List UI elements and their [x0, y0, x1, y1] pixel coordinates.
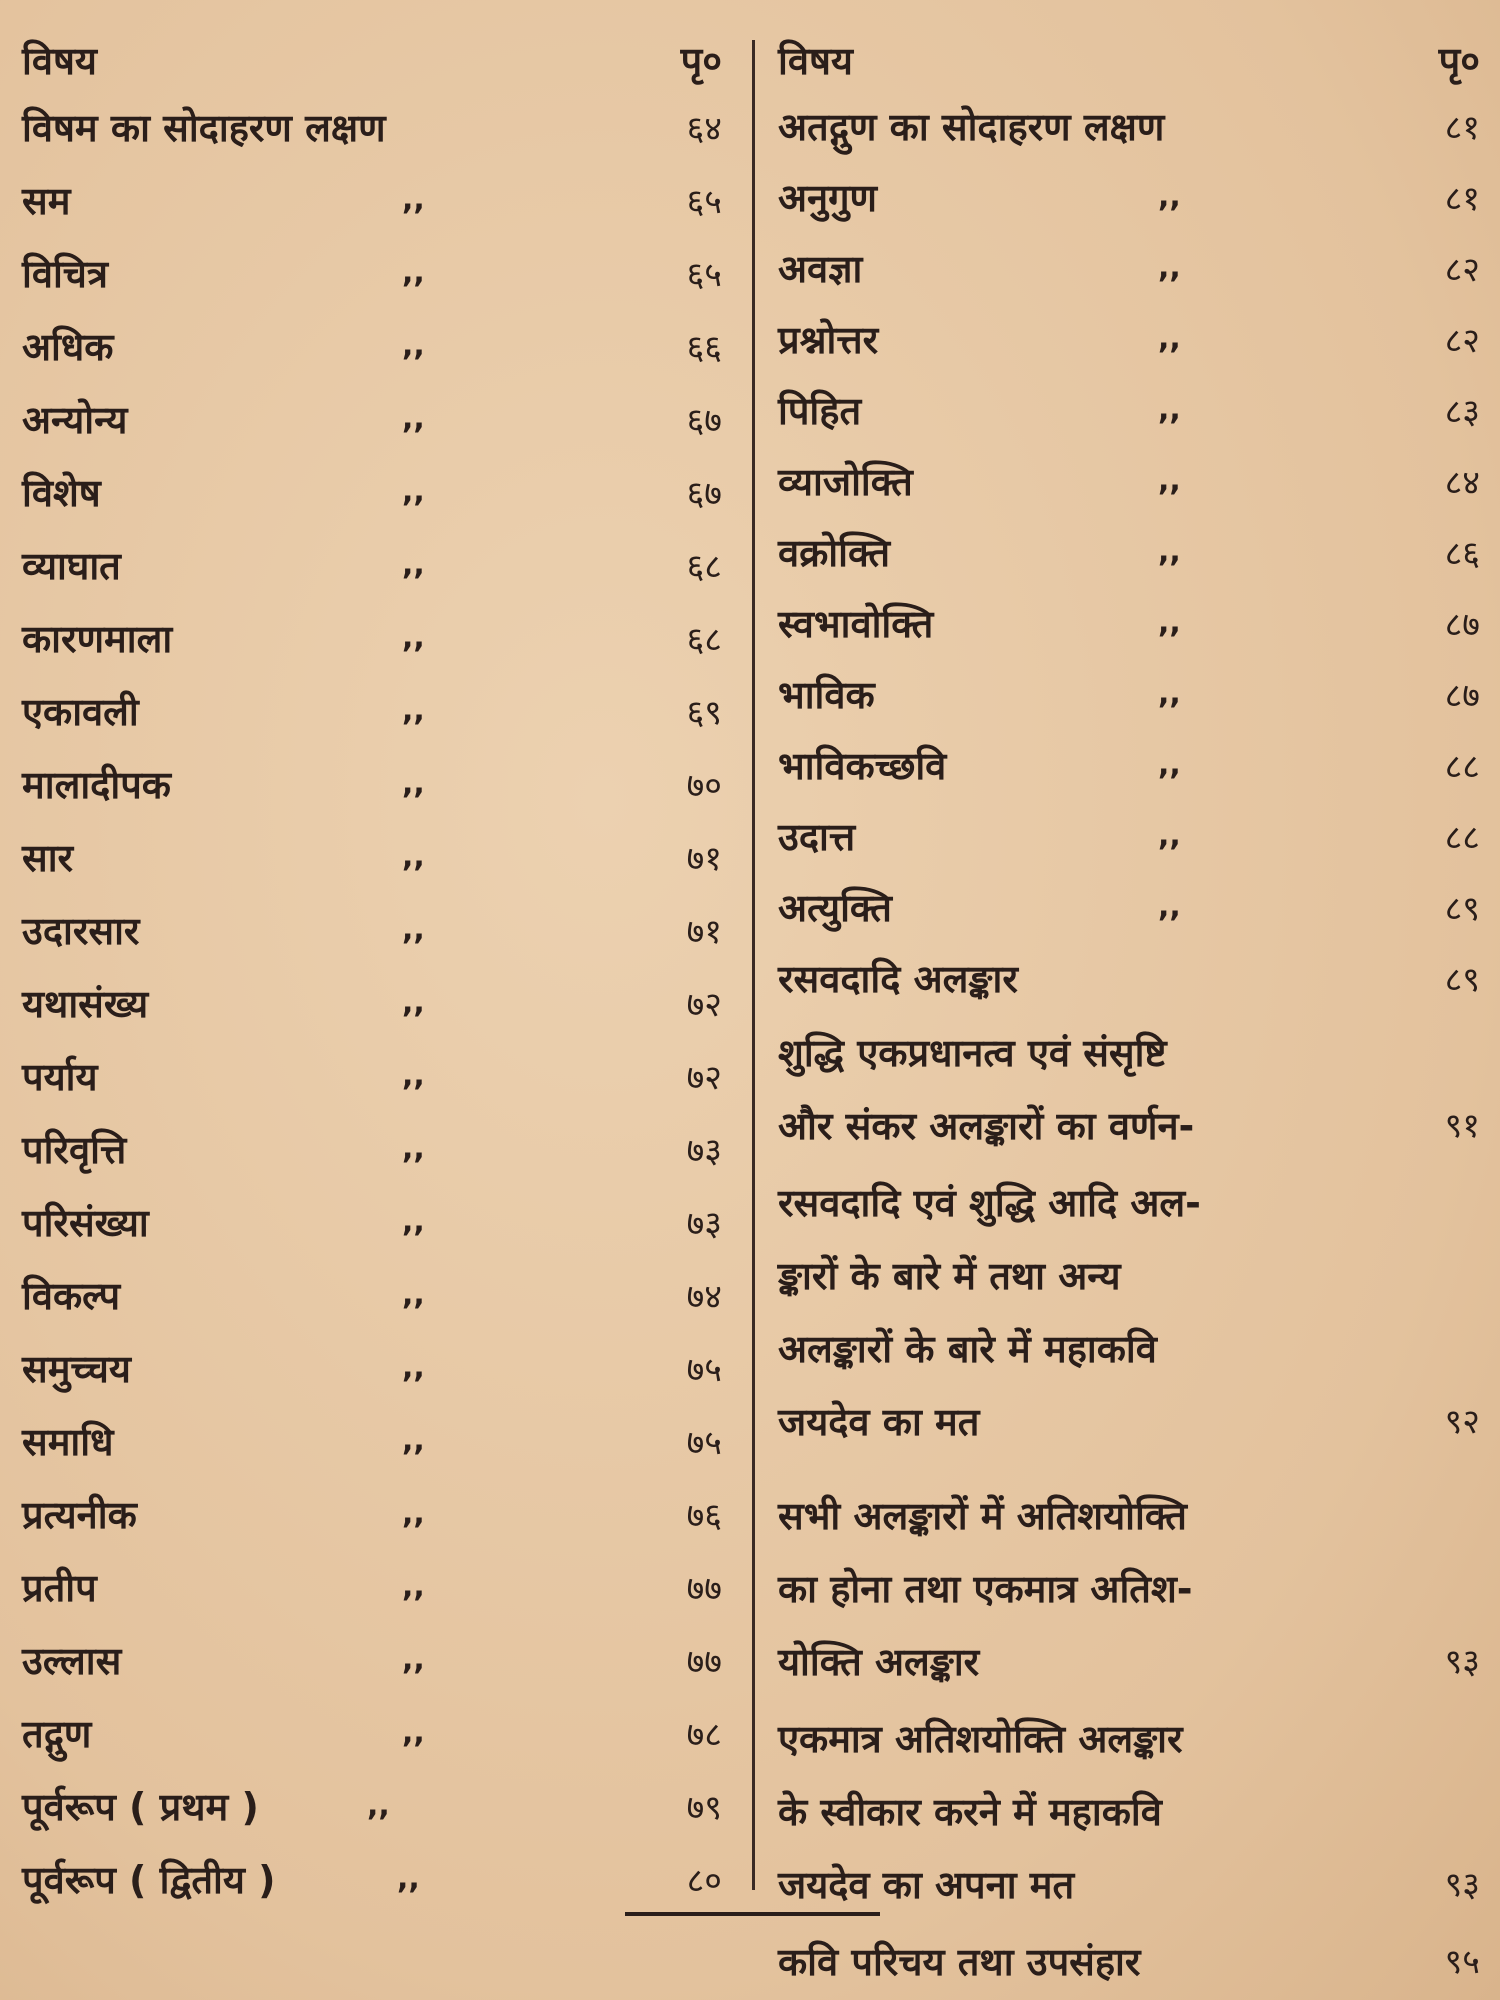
paragraph-line: जयदेव का मत — [778, 1400, 980, 1444]
paragraph-line: योक्ति अलङ्कार — [778, 1640, 980, 1684]
index-entry — [22, 1769, 730, 1842]
paragraph-page: ९१ — [1444, 1106, 1480, 1146]
ditto-mark: ,, — [1158, 321, 1181, 356]
ditto-mark: ,, — [402, 1642, 425, 1677]
entry-title: अधिक — [22, 324, 114, 369]
entry-page: ७३ — [686, 1203, 722, 1244]
ditto-mark: ,, — [1158, 250, 1181, 285]
ditto-mark: ,, — [367, 1788, 390, 1823]
ditto-mark: ,, — [402, 1277, 425, 1312]
entry-title: पिहित — [778, 388, 862, 433]
index-paragraph — [778, 1926, 1488, 1999]
index-entry — [778, 374, 1488, 445]
entry-page: ७३ — [686, 1130, 722, 1171]
entry-title: उदारसार — [22, 908, 140, 953]
paragraph-page: ९५ — [1444, 1942, 1480, 1982]
ditto-mark: ,, — [402, 912, 425, 947]
entry-title: अन्योन्य — [22, 397, 128, 442]
ditto-mark: ,, — [402, 1423, 425, 1458]
index-paragraph — [778, 1703, 1488, 1922]
paragraph-line: एकमात्र अतिशयोक्ति अलङ्कार — [778, 1717, 1183, 1761]
entry-page: ७२ — [686, 1057, 722, 1098]
entry-page: ८४ — [1444, 462, 1480, 503]
index-entry — [778, 516, 1488, 587]
entry-page: ८९ — [1444, 888, 1480, 929]
entry-title: स्वभावोक्ति — [778, 601, 934, 646]
entry-page: ७६ — [686, 1495, 722, 1536]
left-entries — [22, 90, 730, 1915]
index-entry — [22, 1039, 730, 1112]
index-paragraph — [778, 1480, 1488, 1699]
entry-page: ८२ — [1444, 249, 1480, 290]
entry-page: ६५ — [686, 254, 722, 295]
entry-title: अतद्गुण का सोदाहरण लक्षण — [778, 104, 1165, 149]
entry-title: परिवृत्ति — [22, 1127, 127, 1172]
index-entry — [778, 445, 1488, 516]
index-entry — [22, 236, 730, 309]
index-entry — [778, 729, 1488, 800]
entry-title: एकावली — [22, 689, 139, 734]
entry-title: विकल्प — [22, 1273, 121, 1318]
left-header — [22, 30, 730, 90]
index-entry — [22, 820, 730, 893]
paragraph-line: जयदेव का अपना मत — [778, 1863, 1075, 1907]
right-entries — [778, 90, 1488, 1013]
column-divider — [752, 40, 755, 1890]
entry-title: प्रतीप — [22, 1565, 97, 1610]
entry-title: पर्याय — [22, 1054, 98, 1099]
entry-page: ८८ — [1444, 817, 1480, 858]
entry-title: सम — [22, 178, 71, 223]
index-paragraph — [778, 1167, 1488, 1459]
ditto-mark: ,, — [402, 1350, 425, 1385]
entry-title: व्याजोक्ति — [778, 459, 913, 504]
index-entry — [778, 161, 1488, 232]
entry-title: तद्गुण — [22, 1711, 92, 1756]
paragraph-text — [778, 1480, 1363, 1699]
paragraph-text — [778, 1703, 1363, 1922]
paragraph-line: के स्वीकार करने में महाकवि — [778, 1790, 1162, 1834]
entry-page: ७१ — [686, 911, 722, 952]
entry-title: परिसंख्या — [22, 1200, 149, 1245]
index-entry — [22, 1404, 730, 1477]
entry-title: रसवदादि अलङ्कार — [778, 956, 1018, 1001]
index-entry — [22, 893, 730, 966]
entry-page: ६८ — [686, 546, 722, 587]
entry-page: ६७ — [686, 400, 722, 441]
index-entry — [778, 232, 1488, 303]
left-column — [22, 30, 730, 1915]
subject-heading: विषय — [778, 39, 853, 83]
index-entry — [778, 942, 1488, 1013]
entry-page: ७४ — [686, 1276, 722, 1317]
entry-page: ८७ — [1444, 604, 1480, 645]
entry-title: भाविक — [778, 672, 875, 717]
entry-title: पूर्वरूप ( प्रथम ) — [22, 1784, 259, 1829]
entry-title: उदात्त — [778, 814, 856, 859]
entry-page: ६४ — [686, 108, 722, 149]
paragraph-line: अलङ्कारों के बारे में महाकवि — [778, 1327, 1157, 1371]
index-entry — [22, 1550, 730, 1623]
entry-page: ७७ — [686, 1568, 722, 1609]
index-entry — [22, 309, 730, 382]
entry-title: विशेष — [22, 470, 101, 515]
entry-page: ७२ — [686, 984, 722, 1025]
page-heading: पृ० — [680, 39, 722, 83]
ditto-mark: ,, — [402, 401, 425, 436]
entry-title: समुच्चय — [22, 1346, 131, 1391]
ditto-mark: ,, — [1158, 463, 1181, 498]
ditto-mark: ,, — [402, 1131, 425, 1166]
index-paragraph — [778, 1017, 1488, 1163]
index-entry — [22, 90, 730, 163]
entry-title: अत्युक्ति — [778, 885, 892, 930]
ditto-mark: ,, — [1158, 889, 1181, 924]
subject-heading: विषय — [22, 39, 97, 83]
index-entry — [778, 303, 1488, 374]
entry-title: कारणमाला — [22, 616, 173, 661]
index-entry — [22, 163, 730, 236]
index-entry — [22, 1477, 730, 1550]
index-entry — [778, 871, 1488, 942]
index-entry — [22, 1112, 730, 1185]
index-entry — [778, 800, 1488, 871]
ditto-mark: ,, — [1158, 392, 1181, 427]
index-entry — [778, 90, 1488, 161]
page-heading: पृ० — [1438, 39, 1480, 83]
index-entry — [22, 1623, 730, 1696]
index-entry — [22, 1842, 730, 1915]
entry-page: ६५ — [686, 181, 722, 222]
entry-page: ८७ — [1444, 675, 1480, 716]
index-entry — [22, 1185, 730, 1258]
ditto-mark: ,, — [402, 255, 425, 290]
right-column — [778, 30, 1488, 1999]
paragraph-page: ९३ — [1444, 1865, 1480, 1905]
ditto-mark: ,, — [402, 182, 425, 217]
paragraph-line: कवि परिचय तथा उपसंहार — [778, 1940, 1141, 1984]
ditto-mark: ,, — [402, 693, 425, 728]
ditto-mark: ,, — [402, 1058, 425, 1093]
entry-title: यथासंख्य — [22, 981, 149, 1026]
entry-title: भाविकच्छवि — [778, 743, 947, 788]
entry-page: ६७ — [686, 473, 722, 514]
index-entry — [22, 1258, 730, 1331]
entry-title: अनुगुण — [778, 175, 877, 220]
entry-page: ७१ — [686, 838, 722, 879]
entry-title: व्याघात — [22, 543, 121, 588]
paragraph-line: का होना तथा एकमात्र अतिश- — [778, 1567, 1193, 1611]
entry-page: ६६ — [686, 327, 722, 368]
ditto-mark: ,, — [1158, 676, 1181, 711]
ditto-mark: ,, — [1158, 179, 1181, 214]
ditto-mark: ,, — [402, 1715, 425, 1750]
entry-page: ८६ — [1444, 533, 1480, 574]
ditto-mark: ,, — [1158, 747, 1181, 782]
ditto-mark: ,, — [402, 474, 425, 509]
paragraph-line: सभी अलङ्कारों में अतिशयोक्ति — [778, 1494, 1187, 1538]
entry-page: ८२ — [1444, 320, 1480, 361]
entry-page: ८८ — [1444, 746, 1480, 787]
paragraph-text — [778, 1167, 1363, 1459]
ditto-mark: ,, — [1158, 534, 1181, 569]
entry-page: ७० — [686, 765, 722, 806]
ditto-mark: ,, — [402, 1496, 425, 1531]
entry-title: प्रश्नोत्तर — [778, 317, 879, 362]
entry-page: ७५ — [686, 1422, 722, 1463]
index-entry — [22, 601, 730, 674]
ditto-mark: ,, — [402, 985, 425, 1020]
ditto-mark: ,, — [1158, 605, 1181, 640]
ditto-mark: ,, — [402, 1204, 425, 1239]
entry-title: मालादीपक — [22, 762, 171, 807]
ditto-mark: ,, — [402, 620, 425, 655]
ditto-mark: ,, — [402, 547, 425, 582]
entry-page: ६८ — [686, 619, 722, 660]
entry-title: वक्रोक्ति — [778, 530, 891, 575]
paragraph-line: और संकर अलङ्कारों का वर्णन- — [778, 1104, 1195, 1148]
entry-page: ६९ — [686, 692, 722, 733]
index-entry — [22, 966, 730, 1039]
index-entry — [22, 1696, 730, 1769]
section-separator — [778, 1467, 1468, 1470]
ditto-mark: ,, — [402, 839, 425, 874]
entry-title: उल्लास — [22, 1638, 122, 1683]
index-entry — [22, 455, 730, 528]
paragraph-line: ङ्कारों के बारे में तथा अन्य — [778, 1254, 1121, 1298]
paragraph-page: ९३ — [1444, 1642, 1480, 1682]
ditto-mark: ,, — [402, 1569, 425, 1604]
entry-page: ८१ — [1444, 178, 1480, 219]
index-entry — [778, 658, 1488, 729]
entry-page: ७९ — [686, 1787, 722, 1828]
entry-title: प्रत्यनीक — [22, 1492, 137, 1537]
index-entry — [22, 674, 730, 747]
right-header — [778, 30, 1488, 90]
end-rule — [625, 1912, 880, 1916]
index-entry — [22, 528, 730, 601]
entry-page: ७५ — [686, 1349, 722, 1390]
paragraph-text — [778, 1926, 1363, 1999]
paragraph-line: शुद्धि एकप्रधानत्व एवं संसृष्टि — [778, 1031, 1167, 1075]
entry-title: विषम का सोदाहरण लक्षण — [22, 105, 386, 150]
ditto-mark: ,, — [402, 766, 425, 801]
paragraph-text — [778, 1017, 1363, 1163]
entry-page: ७७ — [686, 1641, 722, 1682]
ditto-mark: ,, — [397, 1861, 420, 1896]
entry-title: पूर्वरूप ( द्वितीय ) — [22, 1857, 276, 1902]
entry-title: अवज्ञा — [778, 246, 863, 291]
entry-page: ७८ — [686, 1714, 722, 1755]
index-entry — [22, 747, 730, 820]
entry-page: ८३ — [1444, 391, 1480, 432]
entry-title: विचित्र — [22, 251, 108, 296]
paragraph-page: ९२ — [1444, 1402, 1480, 1442]
entry-title: सार — [22, 835, 74, 880]
paragraph-line: रसवदादि एवं शुद्धि आदि अल- — [778, 1181, 1201, 1225]
index-entry — [22, 382, 730, 455]
index-entry — [778, 587, 1488, 658]
index-entry — [22, 1331, 730, 1404]
entry-page: ८० — [686, 1860, 722, 1901]
ditto-mark: ,, — [402, 328, 425, 363]
entry-page: ८९ — [1444, 959, 1480, 1000]
ditto-mark: ,, — [1158, 818, 1181, 853]
entry-title: समाधि — [22, 1419, 114, 1464]
entry-page: ८१ — [1444, 107, 1480, 148]
